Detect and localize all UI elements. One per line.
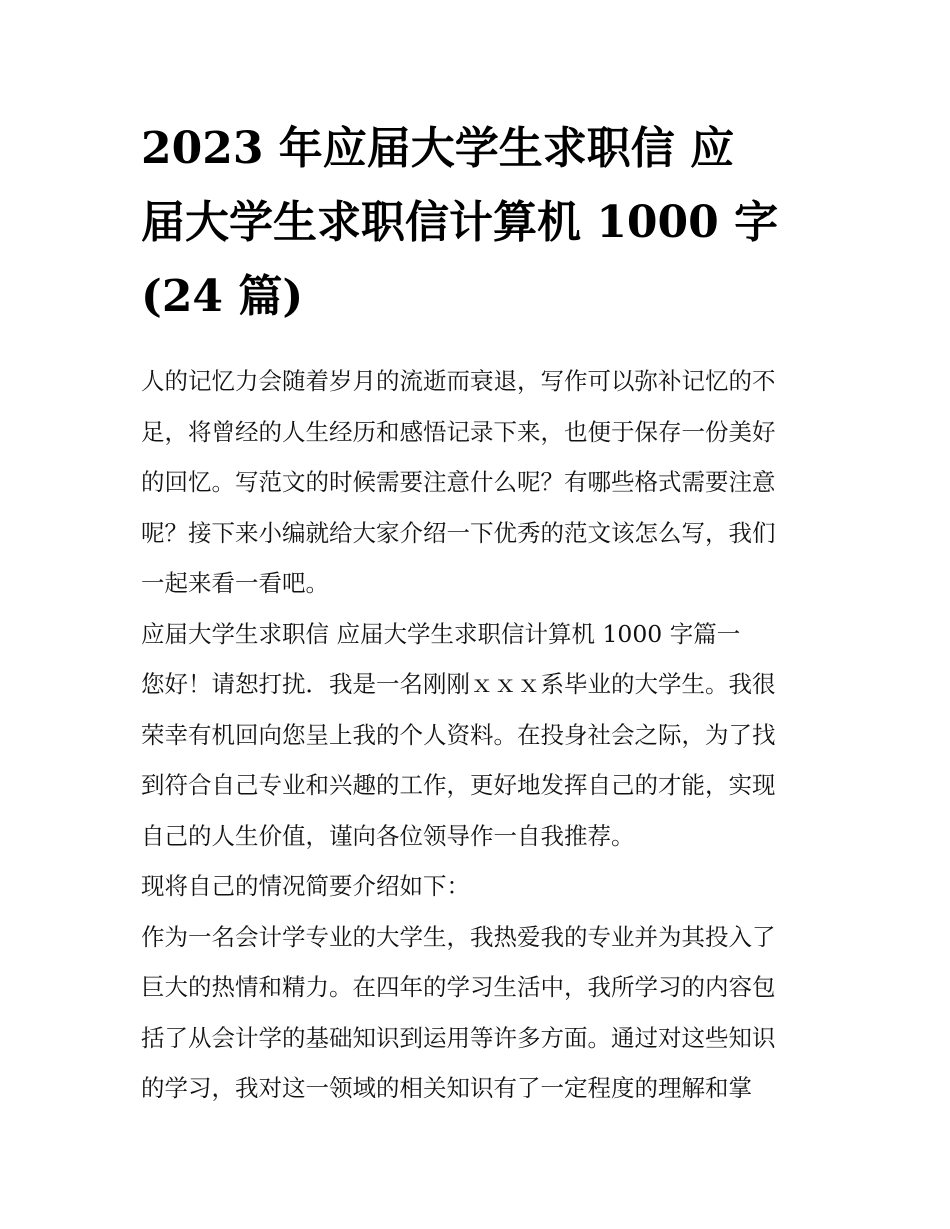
text-line: 现将自己的情况简要介绍如下： [141, 872, 470, 900]
major-paragraph [141, 912, 813, 1114]
text-line: 自己的人生价值，谨向各位领导作一自我推荐。 [141, 821, 635, 850]
text-line: 作为一名会计学专业的大学生，我热爱我的专业并为其投入了 [141, 922, 776, 951]
text-line: 应届大学生求职信 应届大学生求职信计算机 1000 字篇一 [141, 619, 741, 648]
text-line: 括了从会计学的基础知识到运用等许多方面。通过对这些知识 [141, 1023, 776, 1052]
document-body [141, 356, 813, 1114]
document-page [141, 112, 813, 1114]
section-heading [141, 609, 813, 660]
title-line: 2023 年应届大学生求职信 应 [141, 123, 735, 174]
greeting-paragraph [141, 659, 813, 861]
text-line: 人的记忆力会随着岁月的流逝而衰退，写作可以弥补记忆的不 [141, 367, 776, 395]
text-line: 您好！请恕打扰．我是一名刚刚ｘｘｘ系毕业的大学生。我很 [141, 670, 776, 698]
text-line: 足，将曾经的人生经历和感悟记录下来，也便于保存一份美好 [141, 417, 776, 446]
title-line: 届大学生求职信计算机 1000 字 [141, 197, 779, 248]
document-title [141, 112, 813, 334]
text-line: 呢？接下来小编就给大家介绍一下优秀的范文该怎么写，我们 [141, 518, 776, 547]
text-line: 到符合自己专业和兴趣的工作，更好地发挥自己的才能，实现 [141, 771, 776, 799]
text-line: 一起来看一看吧。 [141, 569, 329, 597]
title-line: (24 篇) [141, 271, 304, 322]
text-line: 的学习，我对这一领域的相关知识有了一定程度的理解和掌 [141, 1074, 752, 1102]
text-line: 荣幸有机回向您呈上我的个人资料。在投身社会之际，为了找 [141, 720, 776, 749]
text-line: 巨大的热情和精力。在四年的学习生活中，我所学习的内容包 [141, 973, 776, 1001]
intro-paragraph [141, 356, 813, 609]
text-line: 的回忆。写范文的时候需要注意什么呢？有哪些格式需要注意 [141, 468, 776, 496]
intro-statement [141, 861, 813, 912]
